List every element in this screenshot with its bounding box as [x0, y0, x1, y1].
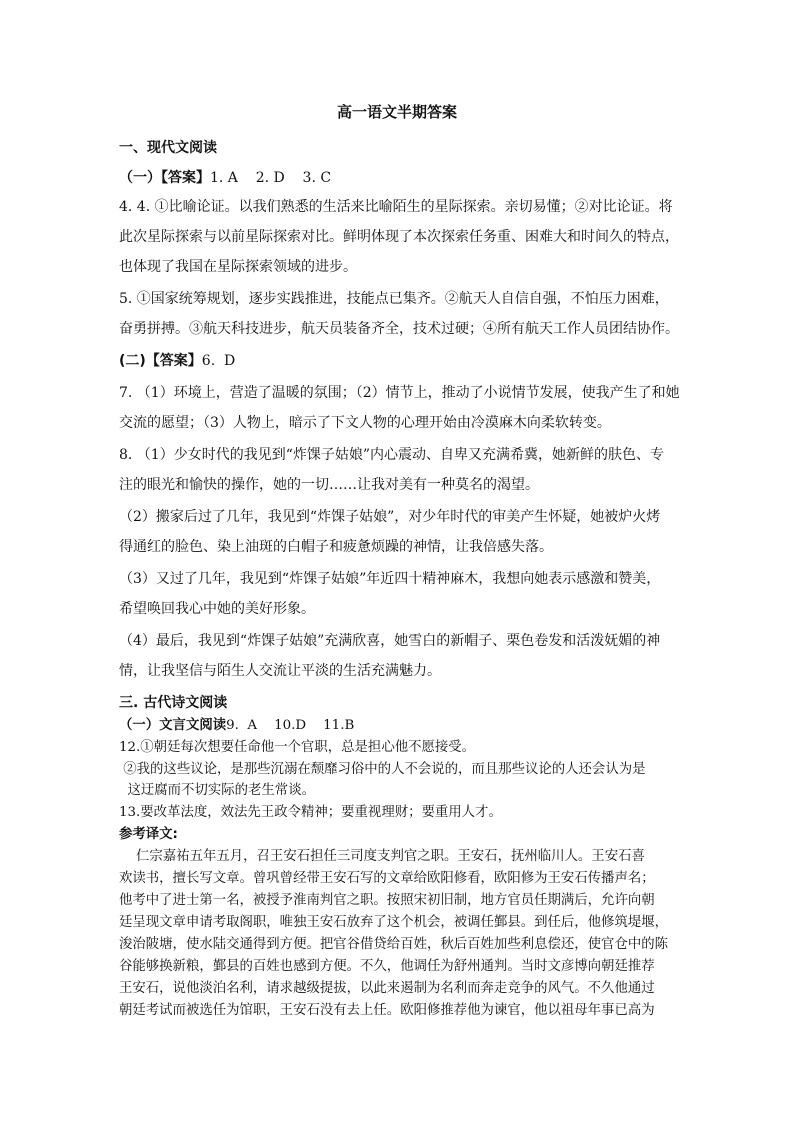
section-heading-modern-reading: 一、现代文阅读 [119, 140, 217, 156]
q4-line-2: 此次星际探索与以前星际探索对比。鲜明体现了本次探索任务重、困难大和时间久的特点， [119, 229, 679, 245]
translation-line-3: 他考中了进士第一名，被授予淮南判官之职。按照宋初旧制，地方官员任期满后，允许向朝 [119, 893, 655, 908]
q8-1-line-2: 注的眼光和愉快的操作，她的一切……让我对美有一种莫名的渴望。 [119, 477, 539, 493]
translation-line-1: 仁宗嘉祐五年五月，召王安石担任三司度支判官之职。王安石，抚州临川人。王安石喜 [119, 849, 645, 864]
q12-line-1: 12.①朝廷每次想要任命他一个官职，总是担心他不愿接受。 [119, 740, 476, 755]
q8-1-line-1: 8. （1）少女时代的我见到“炸馃子姑娘”内心震动、自卑又充满希冀，她新鲜的肤色、专 [119, 447, 665, 463]
q4-line-3: 也体现了我国在星际探索领域的进步。 [119, 259, 357, 275]
translation-line-6: 谷能够换新粮，鄞县的百姓也感到方便。不久，他调任为舒州通判。当时文彦博向朝廷推荐 [119, 959, 655, 974]
page-title: 高一语文半期答案 [336, 103, 457, 121]
section-heading-classical-reading: 三. 古代诗文阅读 [119, 695, 228, 711]
translation-line-4: 廷呈现文章申请考取阁职，唯独王安石放弃了这个机会，被调任鄞县。到任后，他修筑堤堰， [119, 915, 669, 930]
translation-line-7: 王安石，说他淡泊名利，请求越级提拔，以此来遏制为名利而奔走竞争的风气。不久他通过 [119, 981, 655, 996]
part3-label: （一）文言文阅读 [119, 718, 227, 733]
q8-3-line-2: 希望唤回我心中她的美好形象。 [119, 601, 315, 617]
part1-answer-line [119, 169, 679, 187]
q7-line-2: 交流的愿望；（3）人物上，暗示了下文人物的心理开始由冷漠麻木向柔软转变。 [119, 415, 611, 431]
q8-4-line-2: 情，让我坚信与陌生人交流让平淡的生活充满魅力。 [119, 663, 441, 679]
q13-line: 13.要改革法度，效法先王政令精神；要重视理财；要重用人才。 [119, 805, 502, 820]
translation-line-5: 浚治陂塘，使水陆交通得到方便。把官谷借贷给百姓，秋后百姓加些利息偿还，使官仓中的陈 [119, 937, 669, 952]
part3-answer-line [119, 717, 679, 735]
q8-2-line-1: （2）搬家后过了几年，我见到“炸馃子姑娘”，对少年时代的审美产生怀疑，她被炉火烤 [119, 509, 661, 525]
q12-line-2: ②我的这些议论，是那些沉溺在颓靡习俗中的人不会说的，而且那些议论的人还会认为是 [119, 762, 646, 777]
q7-line-1: 7. （1）环境上，营造了温暖的氛围；（2）情节上，推动了小说情节发展，使我产生了和她 [119, 385, 680, 401]
q8-3-line-1: （3）又过了几年，我见到“炸馃子姑娘”年近四十精神麻木，我想向她表示感激和赞美， [119, 571, 661, 587]
translation-line-8: 朝廷考试而被选任为馆职，王安石没有去上任。欧阳修推荐他为谏官，他以祖母年事已高为 [119, 1003, 655, 1018]
q5-line-2: 奋勇拼搏。③航天科技进步，航天员装备齐全，技术过硬；④所有航天工作人员团结协作。 [119, 321, 679, 337]
part2-label: (二)【答案】 [119, 353, 202, 369]
q12-line-3: 这迂腐而不切实际的老生常谈。 [119, 783, 315, 798]
part1-answers: 1. A 2. D 3. C [210, 170, 332, 186]
translation-line-2: 欢读书，擅长写文章。曾巩曾经带王安石写的文章给欧阳修看，欧阳修为王安石传播声名； [119, 871, 655, 886]
q8-4-line-1: （4）最后，我见到“炸馃子姑娘”充满欣喜，她雪白的新帽子、栗色卷发和活泼妩媚的神 [119, 633, 661, 649]
part2-answer-line [119, 352, 679, 370]
part1-label: （一）【答案】 [119, 170, 210, 186]
q8-2-line-2: 得通红的脸色、染上油斑的白帽子和疲惫烦躁的神情，让我倍感失落。 [119, 539, 553, 555]
part2-answers: 6. D [201, 353, 236, 369]
translation-heading: 参考译文: [119, 827, 178, 842]
q5-line-1: 5. ①国家统筹规划，逐步实践推进，技能点已集齐。②航天人自信自强，不怕压力困难， [119, 291, 669, 307]
q4-line-1: 4. 4. ①比喻论证。以我们熟悉的生活来比喻陌生的星际探索。亲切易懂；②对比论证。将 [119, 199, 673, 215]
part3-answers: 9. A 10.D 11.B [226, 718, 355, 733]
